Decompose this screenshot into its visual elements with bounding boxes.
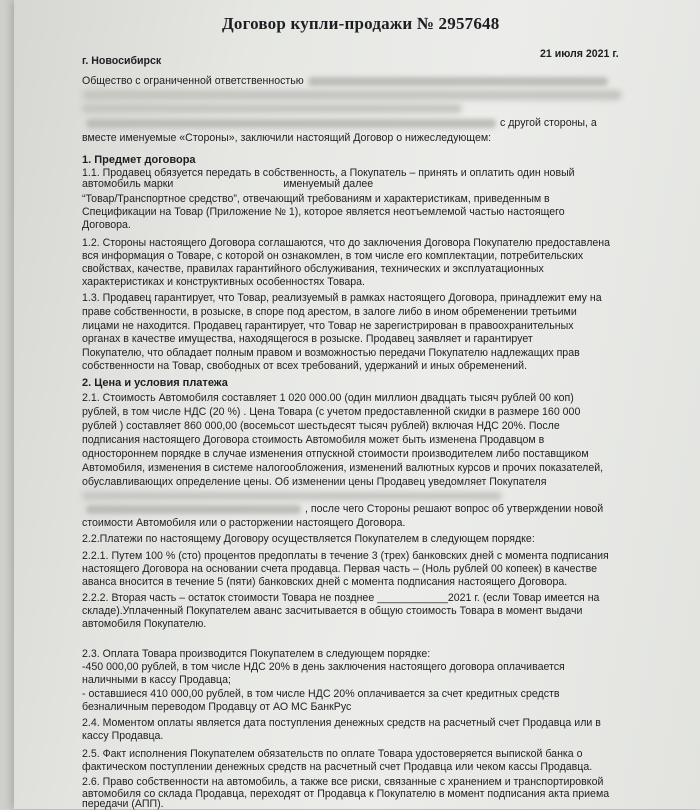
clause-2-3-item-1-line-1: -450 000,00 рублей, в том числе НДС 20% в день заключения настоящего договора оплачивается xyxy=(82,661,565,673)
clause-1-2-line-1: 1.2. Стороны настоящего Договора соглашаются, что до заключения Договора Покупателю предоставлена xyxy=(82,237,611,249)
clause-2-2-1-line-2: настоящего Договора на основании счета продавца. Первая часть – (Ноль рублей 00 копеек) в качестве xyxy=(82,563,598,575)
clause-1-3-line-6: собственности на Товар, свободных от всех требований, удержаний и иных обременений. xyxy=(82,360,528,372)
clause-2-1-line-7: обуславливающих определение цены. Об изменении цены Продавец уведомляет Покупателя xyxy=(82,476,547,488)
clause-2-1-line-9: стоимости Автомобиля или о расторжении настоящего Договора. xyxy=(82,517,406,529)
clause-2-1-line-8: , после чего Стороны решают вопрос об утверждении новой xyxy=(82,503,603,515)
preamble-line-2: с другой стороны, а xyxy=(82,117,597,129)
clause-2-1-line-3: рублей ) составляет 860 000,00 (восемьсот шестьдесят тысяч рублей) включая НДС 20%. После xyxy=(82,420,560,432)
clause-1-3-line-4: органах в качестве имущества, находящегося в розыске. Продавец заявляет и гарантирует xyxy=(82,333,533,345)
preamble-line-3: вместе именуемые «Стороны», заключили настоящий Договор о нижеследующем: xyxy=(82,132,492,144)
clause-2-3: 2.3. Оплата Товара производится Покупателем в следующем порядке: xyxy=(82,648,431,660)
clause-2-6-line-2: автомобиля со склада Продавца, переходят от Продавца к Покупателю в момент подписания акта приема xyxy=(82,788,610,800)
clause-2-5-line-1: 2.5. Факт исполнения Покупателем обязательств по оплате Товара удостоверяется выпиской банка о xyxy=(82,748,583,760)
clause-2-1-line-6: Автомобиля, изменения в системе налогообложения, изменений валютных курсов и прочих показателей, xyxy=(82,462,604,474)
document-title: Договор купли-продажи № 2957648 xyxy=(222,14,500,33)
preamble-line-1: Общество с ограниченной ответственностью xyxy=(82,75,612,87)
clause-1-1-line-4: Спецификации на Товар (Приложение № 1), которое является неотъемлемой частью настоящего xyxy=(82,206,565,218)
clause-2-6-line-3: передачи (АПП). xyxy=(82,798,164,810)
redacted-block xyxy=(82,104,462,113)
redacted-text xyxy=(86,505,301,514)
clause-2-2-1-line-3: аванса вносится в течение 5 (пяти) банковских дней с момента подписания настоящего Договора. xyxy=(82,576,568,588)
date: 21 июля 2021 г. xyxy=(540,48,619,60)
clause-1-3-line-3: лицами не находится. Продавец гарантирует, что Товар не зарегистрирован в правоохранительных xyxy=(82,320,574,332)
clause-2-1-line-2: рублей, в том числе НДС (20 %) . Цена Товара (с учетом предоставленной скидки в размере 160 000 xyxy=(82,406,581,418)
contract-page xyxy=(14,0,700,809)
section-2-heading: 2. Цена и условия платежа xyxy=(82,377,228,389)
redacted-block xyxy=(82,90,622,100)
redacted-text xyxy=(86,119,496,128)
redacted-text xyxy=(308,77,608,86)
section-1-heading: 1. Предмет договора xyxy=(82,154,196,166)
clause-2-6-line-1: 2.6. Право собственности на автомобиль, а также все риски, связанные с хранением и транспортировкой xyxy=(82,776,604,788)
clause-1-3-line-5: Покупателю, что обладает полным правом и возможностью передачи Покупателю надлежащих прав xyxy=(82,347,580,359)
clause-2-5-line-2: фактическом поступлении денежных средств на расчетный счет Продавца или чеком кассы Продавца. xyxy=(82,761,593,773)
clause-2-3-item-1-line-2: наличными в кассу Продавца; xyxy=(82,674,231,686)
clause-2-2-2-line-2: складе).Уплаченный Покупателем аванс засчитывается в общую стоимость Товара в момент выдачи xyxy=(82,605,583,617)
clause-2-2-1-line-1: 2.2.1. Путем 100 % (сто) процентов предоплаты в течение 3 (трех) банковских дней с момента подписания xyxy=(82,550,609,562)
clause-2-3-item-2-line-1: - оставшиеся 410 000,00 рублей, в том числе НДС 20% оплачивается за счет кредитных средств xyxy=(82,688,560,700)
clause-2-4-line-2: кассу Продавца. xyxy=(82,730,164,742)
clause-2-1-line-5: одностороннем порядке в случае изменения отпускной стоимости производителем либо поставщиком xyxy=(82,448,589,460)
clause-1-1-line-5: Договора. xyxy=(82,219,131,231)
redacted-block xyxy=(82,492,502,500)
clause-2-4-line-1: 2.4. Моментом оплаты является дата поступления денежных средств на расчетный счет Продавца или в xyxy=(82,717,601,729)
clause-1-3-line-1: 1.3. Продавец гарантирует, что Товар, реализуемый в рамках настоящего Договора, принадлежит ему на xyxy=(82,292,602,304)
clause-1-2-line-3: свойствах, качестве, правилах гарантийного обслуживания, технических и эксплуатационных xyxy=(82,263,544,275)
clause-1-2-line-4: характеристиках и конструктивных особенностях Товара. xyxy=(82,276,365,288)
clause-2-2: 2.2.Платежи по настоящему Договору осуществляется Покупателем в следующем порядке: xyxy=(82,533,535,545)
clause-1-3-line-2: праве собственности, в розыске, в споре под арестом, в залоге либо в ином обременении третьими xyxy=(82,306,577,318)
clause-1-1-line-3: “Товар/Транспортное средство”, отвечающий требованиям и характеристикам, приведенным в xyxy=(82,193,550,205)
clause-2-1-line-4: подписания настоящего Договора стоимость Автомобиля может быть изменена Продавцом в xyxy=(82,434,545,446)
clause-1-1-line-2: автомобиль марки именуемый далее xyxy=(82,178,374,190)
city: г. Новосибирск xyxy=(82,55,162,67)
clause-1-2-line-2: вся информация о Товаре, с которой он ознакомлен, в том числе его комплектации, потребительских xyxy=(82,250,584,262)
clause-2-3-item-2-line-2: безналичным переводом Продавцу от АО МС БанкРус xyxy=(82,701,352,713)
clause-2-1-line-1: 2.1. Стоимость Автомобиля составляет 1 020 000.00 (один миллион двадцать тысяч рублей 00 коп) xyxy=(82,392,574,404)
clause-2-2-2-line-3: автомобиля Покупателю. xyxy=(82,618,207,630)
clause-1-1-line-1: 1.1. Продавец обязуется передать в собственность, а Покупатель – принять и оплатить один новый xyxy=(82,167,575,179)
clause-2-2-2-line-1: 2.2.2. Вторая часть – остаток стоимости Товара не позднее ____________2021 г. (если Товар имеется на xyxy=(82,592,600,604)
